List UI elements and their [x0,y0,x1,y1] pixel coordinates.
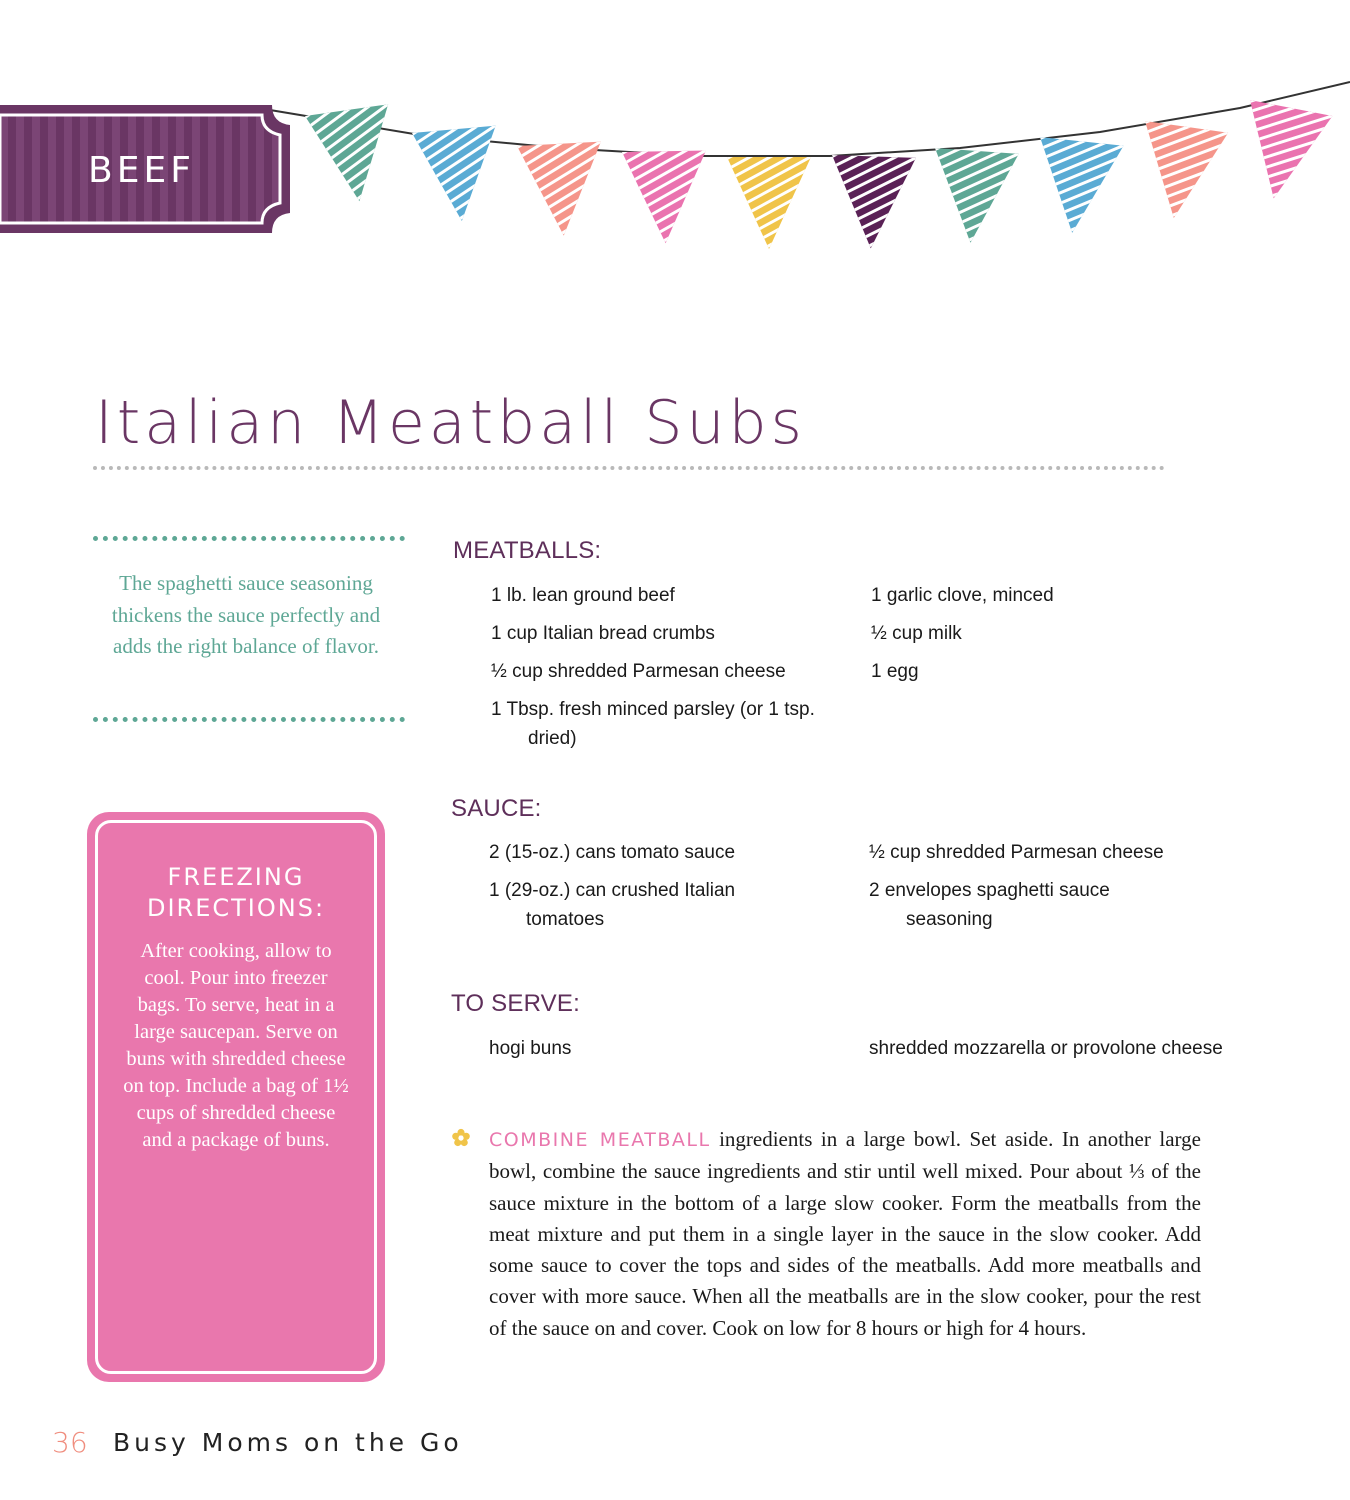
sauce-heading: SAUCE: [451,795,542,822]
ingredient-item: ½ cup shredded Parmesan cheese [869,842,1164,863]
ingredient-item: 1 cup Italian bread crumbs [491,623,715,644]
directions-body: ingredients in a large bowl. Set aside. In another large bowl, combine the sauce ingredients and stir until well mixed. Pour about ⅓ of the sauce mixture in the bottom of a large slow cooker. Form the meatballs from the meat mixture and put them in a single layer in the sauce in the slow cooker. Add some sauce to cover the tops and sides of the meatballs. Add more meatballs and cover with more sauce. When all the meatballs are in the slow cooker, pour the rest of the sauce on and cover. Cook on low for 8 hours or high for 4 hours. [489,1127,1201,1340]
bunting-flag [1110,70,1253,260]
ingredient-item: 1 lb. lean ground beef [491,585,675,606]
ingredient-item: ½ cup milk [871,623,962,644]
ingredient-item: 1 egg [871,661,919,682]
bunting-flag [286,70,429,260]
recipe-title: Italian Meatball Subs [95,388,806,458]
bunting-flag [717,93,827,260]
ingredient-item: 1 (29-oz.) can crushed Italian tomatoes [489,880,736,930]
freezing-text: After cooking, allow to cool. Pour into freezer bags. To serve, heat in a large saucepan. Serve on buns with shredded cheese on top. Include a bag of 1½ cups of shredded cheese and a package of buns. [123,940,349,1151]
ingredient-item: 1 Tbsp. fresh minced parsley (or 1 tsp. dried) [491,699,815,749]
directions-text [489,1124,1201,1344]
meatballs-list-left [491,581,831,753]
ingredient-item: hogi buns [489,1038,572,1059]
bunting-flag [611,86,725,260]
tip-top-divider [93,536,405,541]
meatballs-list-right [871,581,1211,686]
bunting-flag [912,83,1039,260]
sauce-list-left [489,838,789,934]
tip-text: The spaghetti sauce seasoning thickens the sauce perfectly and adds the right balance of flavor. [111,571,381,658]
bunting-flag [816,91,935,260]
to-serve-list-right [869,1034,1223,1063]
bunting-flag [504,77,627,260]
directions-lead: COMBINE MEATBALL [489,1129,711,1151]
ingredient-item: ½ cup shredded Parmesan cheese [491,661,786,682]
title-divider [93,466,1165,470]
flower-icon [451,1128,471,1148]
bunting-flag [1011,72,1146,260]
page-number: 36 [52,1426,88,1459]
to-serve-list-left [489,1034,789,1063]
meatballs-heading: MEATBALLS: [453,537,602,564]
book-title: Busy Moms on the Go [113,1428,463,1457]
ingredient-item: 1 garlic clove, minced [871,585,1054,606]
section-label: BEEF [88,150,195,191]
sauce-list-right [869,838,1209,934]
freezing-heading: FREEZING DIRECTIONS: [146,863,326,922]
tip-bottom-divider [93,717,405,722]
bunting-flag [396,70,527,260]
to-serve-heading: TO SERVE: [451,990,580,1017]
ingredient-item: 2 envelopes spaghetti sauce seasoning [869,880,1110,930]
ingredient-item: 2 (15-oz.) cans tomato sauce [489,842,736,863]
ingredient-item: shredded mozzarella or provolone cheese [869,1038,1223,1059]
